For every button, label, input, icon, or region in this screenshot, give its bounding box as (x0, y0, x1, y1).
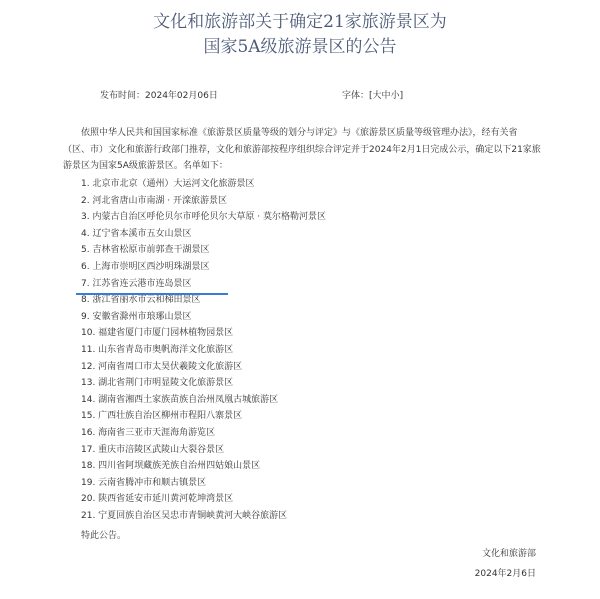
intro-paragraph: 依照中华人民共和国国家标准《旅游景区质量等级的划分与评定》与《旅游景区质量等级管理办法》，经有关省（区、市）文化和旅游行政部门推荐，文化和旅游部按程序组织综合评定并于2024年2月1日完成公示，确定以下21家旅游景区为国家5A级旅游景区。名单如下： (63, 128, 541, 171)
list-item: 11. 山东省青岛市奥帆海洋文化旅游区 (81, 344, 234, 355)
list-item: 9. 安徽省滁州市琅琊山景区 (81, 311, 192, 322)
font-size-medium-button[interactable]: 中 (381, 91, 391, 101)
publish-info (100, 88, 218, 101)
font-bracket-close: ] (399, 91, 404, 101)
font-bracket-open: [ (369, 91, 373, 101)
list-item: 7. 江苏省连云港市连岛景区 (81, 278, 192, 289)
list-item: 18. 四川省阿坝藏族羌族自治州四姑娘山景区 (81, 461, 261, 472)
list-item: 14. 湖南省湘西土家族苗族自治州凤凰古城旅游区 (81, 394, 279, 405)
signature-date: 2024年2月6日 (474, 569, 536, 579)
list-item: 8. 浙江省丽水市云和梯田景区 (81, 295, 201, 306)
font-size-small-button[interactable]: 小 (390, 91, 400, 101)
font-label: 字体： (342, 91, 370, 101)
list-item: 1. 北京市北京（通州）大运河文化旅游景区 (81, 179, 255, 189)
font-size-selector (342, 88, 403, 101)
list-item: 4. 辽宁省本溪市五女山景区 (81, 228, 192, 239)
highlight-underline (76, 293, 228, 295)
font-size-large-button[interactable]: 大 (372, 91, 382, 101)
list-item: 17. 重庆市涪陵区武陵山大裂谷景区 (81, 444, 225, 455)
list-item: 13. 湖北省荆门市明显陵文化旅游景区 (81, 378, 234, 389)
list-item: 2. 河北省唐山市南湖 · 开滦旅游景区 (81, 195, 228, 206)
list-item: 16. 海南省三亚市天涯海角游览区 (81, 427, 216, 438)
publish-date: 2024年02月06日 (145, 91, 218, 101)
signature-org: 文化和旅游部 (481, 549, 536, 559)
list-item: 3. 内蒙古自治区呼伦贝尔市呼伦贝尔大草原 · 莫尔格勒河景区 (81, 212, 327, 223)
list-item: 21. 宁夏回族自治区吴忠市青铜峡黄河大峡谷旅游区 (81, 510, 288, 521)
list-item: 20. 陕西省延安市延川黄河乾坤湾景区 (81, 494, 234, 505)
list-item: 19. 云南省腾冲市和顺古镇景区 (81, 477, 207, 488)
list-item: 5. 吉林省松原市前郭查干湖景区 (81, 245, 210, 256)
publish-label: 发布时间： (100, 91, 146, 101)
list-item: 15. 广西壮族自治区柳州市程阳八寨景区 (81, 411, 243, 422)
page-title-line2: 国家5A级旅游景区的公告 (203, 37, 397, 57)
list-item: 12. 河南省周口市太昊伏羲陵文化旅游区 (81, 361, 243, 372)
list-item: 6. 上海市崇明区西沙明珠湖景区 (81, 261, 210, 272)
page-title-line1: 文化和旅游部关于确定21家旅游景区为 (153, 12, 447, 32)
closing-text: 特此公告。 (81, 531, 127, 541)
list-item: 10. 福建省厦门市厦门园林植物园景区 (81, 328, 234, 339)
scenic-spot-list (81, 176, 326, 524)
